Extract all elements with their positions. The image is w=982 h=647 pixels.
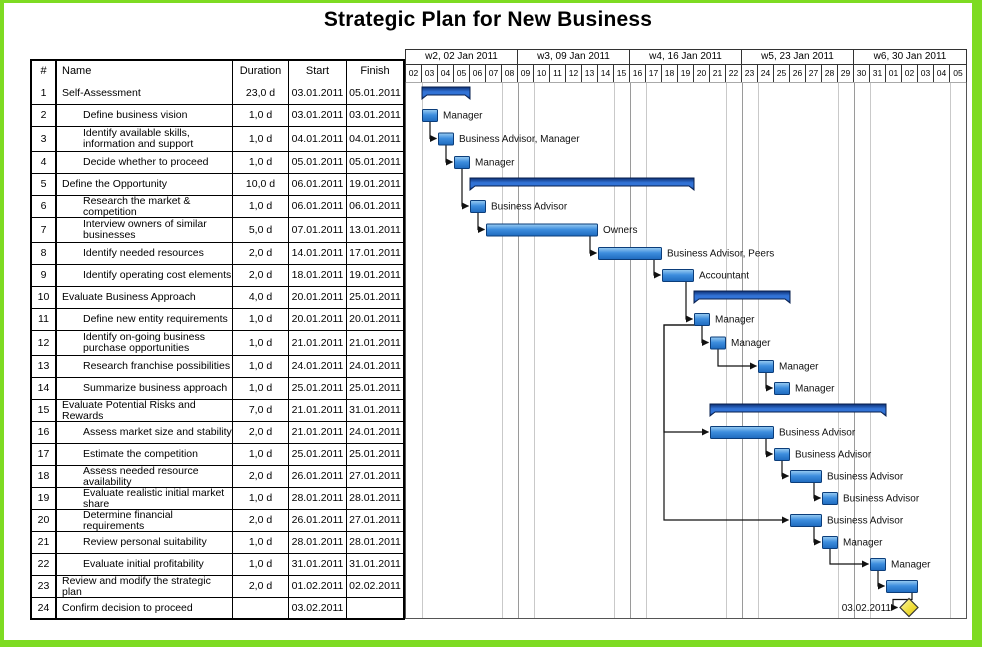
day-header: 23 — [742, 65, 758, 82]
gantt-bar-task — [887, 581, 918, 593]
table-row — [32, 264, 403, 286]
task-duration: 4,0 d — [233, 287, 289, 308]
task-name: Determine financial requirements — [57, 510, 233, 531]
bar-resource-label: Business Advisor, Manager — [459, 134, 580, 145]
day-header: 02 — [902, 65, 918, 82]
day-header: 29 — [838, 65, 854, 82]
bar-resource-label: Business Advisor — [843, 493, 920, 505]
task-start: 20.01.2011 — [289, 309, 347, 330]
task-id: 8 — [32, 243, 57, 264]
day-header: 10 — [534, 65, 550, 82]
task-id: 22 — [32, 554, 57, 575]
day-header: 22 — [726, 65, 742, 82]
gantt-bar-task — [823, 537, 838, 549]
day-header: 04 — [934, 65, 950, 82]
task-id: 14 — [32, 378, 57, 399]
table-row — [32, 531, 403, 553]
task-id: 10 — [32, 287, 57, 308]
day-header: 05 — [454, 65, 470, 82]
task-name: Identify available skills, information and support — [57, 127, 233, 151]
task-start: 26.01.2011 — [289, 510, 347, 531]
table-row — [32, 399, 403, 421]
task-name: Estimate the competition — [57, 444, 233, 465]
task-finish: 28.01.2011 — [349, 536, 401, 548]
table-header — [32, 61, 403, 82]
task-name: Self-Assessment — [57, 82, 233, 104]
task-name: Research franchise possibilities — [57, 356, 233, 377]
task-duration: 1,0 d — [233, 127, 289, 151]
bar-resource-label: Business Advisor, Peers — [667, 248, 775, 260]
task-duration: 1,0 d — [233, 105, 289, 126]
task-duration: 1,0 d — [233, 554, 289, 575]
task-finish: 25.01.2011 — [349, 448, 401, 460]
task-start: 03.01.2011 — [289, 82, 347, 104]
task-duration: 2,0 d — [233, 422, 289, 443]
day-header: 07 — [486, 65, 502, 82]
day-header: 28 — [822, 65, 838, 82]
task-duration: 1,0 d — [233, 532, 289, 553]
week-header: w5, 23 Jan 2011 — [742, 50, 854, 65]
day-header: 03 — [918, 65, 934, 82]
bar-resource-label: Manager — [843, 537, 883, 549]
week-header: w2, 02 Jan 2011 — [406, 50, 518, 65]
gantt-bar-task — [775, 449, 790, 461]
gantt-bar-task — [695, 314, 710, 326]
task-name: Evaluate initial profitability — [57, 554, 233, 575]
day-header: 14 — [598, 65, 614, 82]
task-name: Decide whether to proceed — [57, 152, 233, 173]
task-start: 07.01.2011 — [289, 218, 347, 242]
task-name: Evaluate realistic initial market share — [57, 488, 233, 509]
day-header: 12 — [566, 65, 582, 82]
task-start: 03.02.2011 — [289, 598, 347, 618]
table-row — [32, 377, 403, 399]
task-start: 18.01.2011 — [289, 265, 347, 286]
column-header-num: # — [32, 61, 57, 82]
task-name: Evaluate Potential Risks and Rewards — [57, 400, 233, 421]
task-finish: 19.01.2011 — [349, 178, 401, 190]
column-header-finish: Finish — [360, 65, 390, 77]
task-id: 9 — [32, 265, 57, 286]
task-id: 17 — [32, 444, 57, 465]
bar-resource-label: Manager — [443, 110, 483, 122]
task-start: 06.01.2011 — [289, 196, 347, 217]
task-duration: 1,0 d — [233, 196, 289, 217]
day-header: 03 — [422, 65, 438, 82]
task-start: 21.01.2011 — [289, 331, 347, 355]
task-start: 06.01.2011 — [289, 174, 347, 195]
task-name: Confirm decision to proceed — [57, 598, 233, 618]
day-header: 21 — [710, 65, 726, 82]
week-header: w3, 09 Jan 2011 — [518, 50, 630, 65]
task-duration: 1,0 d — [233, 331, 289, 355]
task-finish: 19.01.2011 — [349, 269, 401, 281]
task-id: 5 — [32, 174, 57, 195]
task-finish: 06.01.2011 — [349, 200, 401, 212]
task-finish: 13.01.2011 — [349, 223, 401, 236]
task-name: Summarize business approach — [57, 378, 233, 399]
table-row — [32, 509, 403, 531]
task-name: Define new entity requirements — [57, 309, 233, 330]
task-finish: 05.01.2011 — [349, 156, 401, 168]
task-start: 05.01.2011 — [289, 152, 347, 173]
table-row — [32, 308, 403, 330]
task-duration: 2,0 d — [233, 243, 289, 264]
task-name: Define the Opportunity — [57, 174, 233, 195]
day-header: 26 — [790, 65, 806, 82]
day-header: 13 — [582, 65, 598, 82]
task-id: 15 — [32, 400, 57, 421]
task-duration: 1,0 d — [233, 309, 289, 330]
timescale-header — [405, 49, 967, 83]
task-id: 3 — [32, 127, 57, 151]
day-header: 11 — [550, 65, 566, 82]
task-id: 4 — [32, 152, 57, 173]
gantt-bar-task — [711, 427, 774, 439]
table-row — [32, 355, 403, 377]
table-row — [32, 126, 403, 151]
table-row — [32, 217, 403, 242]
day-header: 20 — [694, 65, 710, 82]
day-header: 24 — [758, 65, 774, 82]
bar-resource-label: Manager — [891, 559, 931, 571]
task-finish: 20.01.2011 — [349, 313, 401, 325]
timescale-days — [406, 65, 966, 82]
task-id: 24 — [32, 598, 57, 618]
gantt-bar-task — [711, 337, 726, 349]
day-header: 06 — [470, 65, 486, 82]
column-header-duration: Duration — [233, 61, 289, 82]
day-header: 18 — [662, 65, 678, 82]
bar-resource-label: Business Advisor — [491, 201, 568, 213]
task-name: Interview owners of similar businesses — [57, 218, 233, 242]
task-start: 04.01.2011 — [289, 127, 347, 151]
task-start: 01.02.2011 — [289, 576, 347, 597]
gantt-bar-task — [439, 133, 454, 145]
task-id: 11 — [32, 309, 57, 330]
gantt-bar-task — [471, 201, 486, 213]
task-finish: 28.01.2011 — [349, 492, 401, 504]
day-header: 01 — [886, 65, 902, 82]
table-row — [32, 487, 403, 509]
bar-resource-label: Manager — [795, 383, 835, 395]
task-start: 28.01.2011 — [289, 488, 347, 509]
day-header: 04 — [438, 65, 454, 82]
table-row — [32, 173, 403, 195]
day-header: 09 — [518, 65, 534, 82]
task-duration: 1,0 d — [233, 488, 289, 509]
task-start: 25.01.2011 — [289, 444, 347, 465]
task-finish: 24.01.2011 — [349, 426, 401, 438]
task-finish: 31.01.2011 — [349, 404, 401, 416]
task-table — [30, 59, 405, 620]
task-finish: 25.01.2011 — [349, 382, 401, 394]
gantt-bar-task — [871, 559, 886, 571]
task-start: 24.01.2011 — [289, 356, 347, 377]
day-header: 30 — [854, 65, 870, 82]
page-title: Strategic Plan for New Business — [323, 8, 653, 31]
table-row — [32, 330, 403, 355]
task-duration: 2,0 d — [233, 265, 289, 286]
table-row — [32, 195, 403, 217]
task-id: 6 — [32, 196, 57, 217]
task-duration: 5,0 d — [233, 218, 289, 242]
task-start: 31.01.2011 — [289, 554, 347, 575]
task-finish: 05.01.2011 — [349, 86, 401, 99]
table-row — [32, 421, 403, 443]
column-header-name: Name — [57, 61, 233, 82]
task-finish: 25.01.2011 — [349, 291, 401, 303]
task-finish: 27.01.2011 — [349, 470, 401, 482]
task-duration: 1,0 d — [233, 378, 289, 399]
gantt-chart-area — [405, 82, 967, 619]
task-duration: 2,0 d — [233, 510, 289, 531]
table-row — [32, 575, 403, 597]
table-row — [32, 151, 403, 173]
gantt-bar-task — [791, 471, 822, 483]
task-duration: 1,0 d — [233, 356, 289, 377]
gantt-bar-task — [791, 515, 822, 527]
task-finish: 17.01.2011 — [349, 247, 401, 259]
task-name: Review personal suitability — [57, 532, 233, 553]
task-id: 21 — [32, 532, 57, 553]
bar-resource-label: Manager — [475, 157, 515, 169]
task-duration: 1,0 d — [233, 444, 289, 465]
task-start: 26.01.2011 — [289, 466, 347, 487]
task-name: Assess needed resource availability — [57, 466, 233, 487]
task-name: Evaluate Business Approach — [57, 287, 233, 308]
task-id: 1 — [32, 82, 57, 104]
bar-resource-label: Business Advisor — [827, 471, 904, 483]
day-header: 31 — [870, 65, 886, 82]
task-duration: 2,0 d — [233, 576, 289, 597]
milestone-date-label: 03.02.2011 — [841, 603, 891, 614]
day-header: 05 — [953, 68, 963, 78]
table-row — [32, 242, 403, 264]
table-row — [32, 465, 403, 487]
task-finish: 27.01.2011 — [349, 514, 401, 526]
task-start: 03.01.2011 — [289, 105, 347, 126]
table-row — [32, 443, 403, 465]
table-row — [32, 597, 403, 618]
task-finish: 03.01.2011 — [349, 109, 401, 121]
task-start: 21.01.2011 — [289, 422, 347, 443]
gantt-bar-task — [823, 493, 838, 505]
task-id: 13 — [32, 356, 57, 377]
gantt-bar-task — [663, 270, 694, 282]
gantt-bar-task — [487, 224, 598, 236]
gantt-bar-task — [455, 157, 470, 169]
bar-resource-label: Business Advisor — [795, 449, 872, 461]
gantt-bar-task — [759, 361, 774, 373]
task-table-rows — [32, 82, 403, 618]
task-id: 16 — [32, 422, 57, 443]
task-duration: 10,0 d — [233, 174, 289, 195]
task-finish — [347, 598, 403, 618]
bar-resource-label: Accountant — [699, 270, 750, 282]
task-duration: 7,0 d — [233, 400, 289, 421]
task-name: Assess market size and stability — [57, 422, 233, 443]
gantt-bar-task — [775, 383, 790, 395]
task-finish: 21.01.2011 — [349, 336, 401, 349]
task-start: 21.01.2011 — [289, 400, 347, 421]
task-start: 14.01.2011 — [289, 243, 347, 264]
task-finish: 04.01.2011 — [349, 132, 401, 145]
task-name: Identify operating cost elements — [57, 265, 233, 286]
task-name: Research the market & competition — [57, 196, 233, 217]
task-id: 12 — [32, 331, 57, 355]
day-header: 15 — [614, 65, 630, 82]
task-name: Define business vision — [57, 105, 233, 126]
day-header: 27 — [806, 65, 822, 82]
task-id: 2 — [32, 105, 57, 126]
gantt-bar-task — [599, 248, 662, 260]
task-duration: 2,0 d — [233, 466, 289, 487]
task-finish: 31.01.2011 — [349, 558, 401, 570]
table-row — [32, 553, 403, 575]
bar-resource-label: Manager — [715, 314, 755, 326]
task-id: 18 — [32, 466, 57, 487]
bar-resource-label: Manager — [731, 338, 771, 349]
task-name: Identify on-going business purchase opportunities — [57, 331, 233, 355]
bar-resource-label: Manager — [779, 361, 819, 373]
task-duration: 1,0 d — [233, 152, 289, 173]
task-start: 25.01.2011 — [289, 378, 347, 399]
task-id: 20 — [32, 510, 57, 531]
task-id: 19 — [32, 488, 57, 509]
bar-resource-label: Business Advisor — [827, 515, 904, 527]
day-header: 25 — [774, 65, 790, 82]
task-duration — [233, 598, 289, 618]
table-row — [32, 82, 403, 104]
bar-resource-label: Owners — [603, 225, 638, 236]
week-header: w6, 30 Jan 2011 — [854, 50, 966, 65]
timescale-weeks — [406, 50, 966, 65]
task-id: 23 — [32, 576, 57, 597]
gantt-bar-task — [423, 110, 438, 122]
day-header: 02 — [406, 65, 422, 82]
task-start: 28.01.2011 — [289, 532, 347, 553]
task-finish: 24.01.2011 — [349, 360, 401, 372]
table-row — [32, 104, 403, 126]
day-header: 17 — [646, 65, 662, 82]
day-header: 16 — [630, 65, 646, 82]
task-id: 7 — [32, 218, 57, 242]
bar-resource-label: Business Advisor — [779, 427, 856, 439]
task-duration: 23,0 d — [233, 82, 289, 104]
plan-sheet — [4, 3, 972, 640]
task-start: 20.01.2011 — [289, 287, 347, 308]
task-finish: 02.02.2011 — [349, 580, 401, 592]
day-header: 19 — [678, 65, 694, 82]
task-name: Review and modify the strategic plan — [57, 576, 233, 597]
table-row — [32, 286, 403, 308]
day-header: 08 — [502, 65, 518, 82]
column-header-start: Start — [289, 61, 347, 82]
week-header: w4, 16 Jan 2011 — [630, 50, 742, 65]
task-name: Identify needed resources — [57, 243, 233, 264]
